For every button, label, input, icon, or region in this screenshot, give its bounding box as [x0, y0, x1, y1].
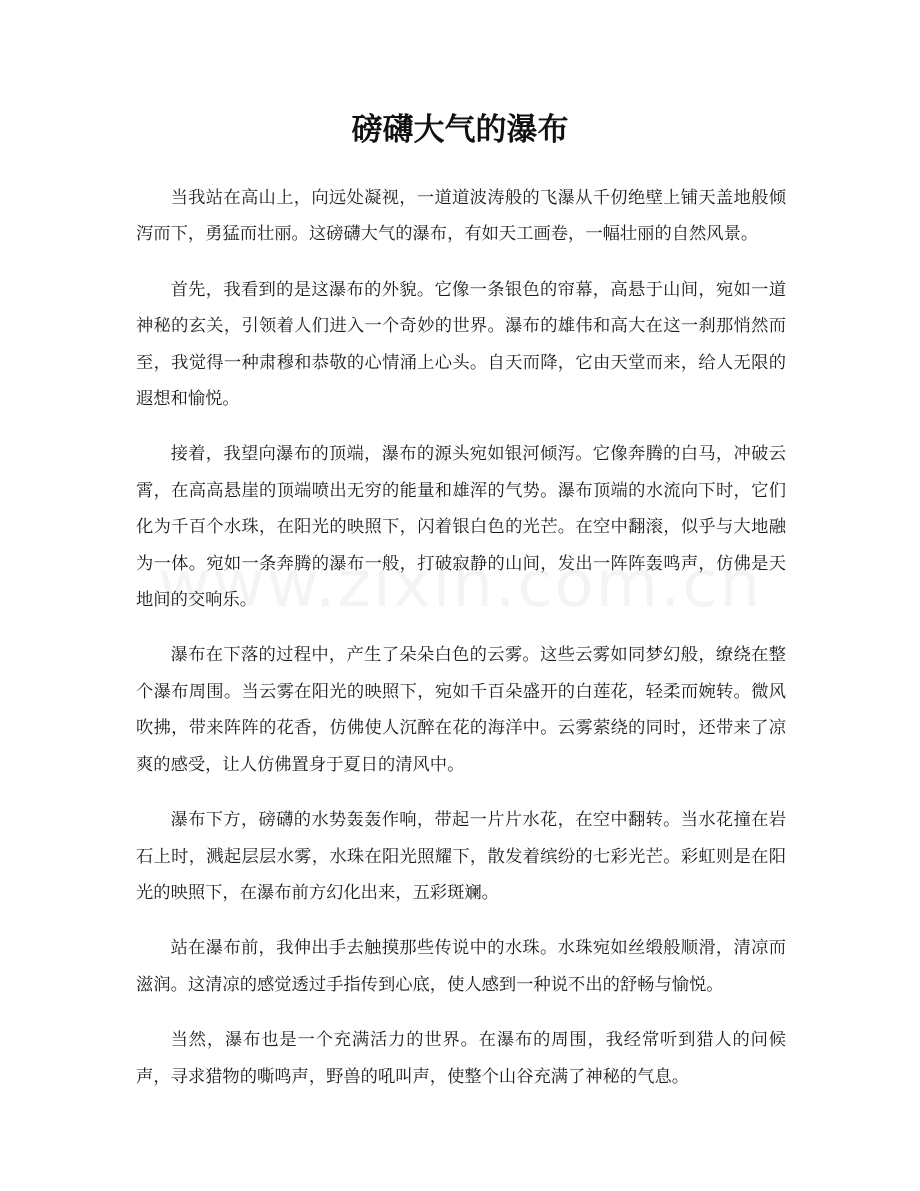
paragraph-7: 当然，瀑布也是一个充满活力的世界。在瀑布的周围，我经常听到猎人的问候声，寻求猎物的嘶鸣声，野兽的吼叫声，使整个山谷充满了神秘的气息。: [136, 1030, 786, 1087]
paragraph-1: 当我站在高山上，向远处凝视，一道道波涛般的飞瀑从千仞绝壁上铺天盖地般倾泻而下，勇猛而壮丽。这磅礴大气的瀑布，有如天工画卷，一幅壮丽的自然风景。: [136, 188, 786, 245]
paragraph-6: 站在瀑布前，我伸出手去触摸那些传说中的水珠。水珠宛如丝缎般顺滑，清凉而滋润。这清凉的感觉透过手指传到心底，使人感到一种说不出的舒畅与愉悦。: [136, 938, 786, 995]
paragraph-2: 首先，我看到的是这瀑布的外貌。它像一条银色的帘幕，高悬于山间，宛如一道神秘的玄关，引领着人们进入一个奇妙的世界。瀑布的雄伟和高大在这一刹那悄然而至，我觉得一种肃穆和恭敬的心情涌上心头。自天而降，它由天堂而来，给人无限的遐想和愉悦。: [136, 279, 786, 410]
paragraph-5: 瀑布下方，磅礴的水势轰轰作响，带起一片片水花，在空中翻转。当水花撞在岩石上时，溅起层层水雾，水珠在阳光照耀下，散发着缤纷的七彩光芒。彩虹则是在阳光的映照下，在瀑布前方幻化出来，五彩斑斓。: [136, 810, 786, 903]
document-body: [136, 180, 786, 1114]
paragraph-3: 接着，我望向瀑布的顶端，瀑布的源头宛如银河倾泻。它像奔腾的白马，冲破云霄，在高高悬崖的顶端喷出无穷的能量和雄浑的气势。瀑布顶端的水流向下时，它们化为千百个水珠，在阳光的映照下，闪着银白色的光芒。在空中翻滚，似乎与大地融为一体。宛如一条奔腾的瀑布一般，打破寂静的山间，发出一阵阵轰鸣声，仿佛是天地间的交响乐。: [136, 444, 786, 611]
paragraph-4: 瀑布在下落的过程中，产生了朵朵白色的云雾。这些云雾如同梦幻般，缭绕在整个瀑布周围。当云雾在阳光的映照下，宛如千百朵盛开的白莲花，轻柔而婉转。微风吹拂，带来阵阵的花香，仿佛使人沉醉在花的海洋中。云雾萦绕的同时，还带来了凉爽的感受，让人仿佛置身于夏日的清风中。: [136, 645, 786, 775]
document-title: 磅礴大气的瀑布: [351, 112, 569, 148]
